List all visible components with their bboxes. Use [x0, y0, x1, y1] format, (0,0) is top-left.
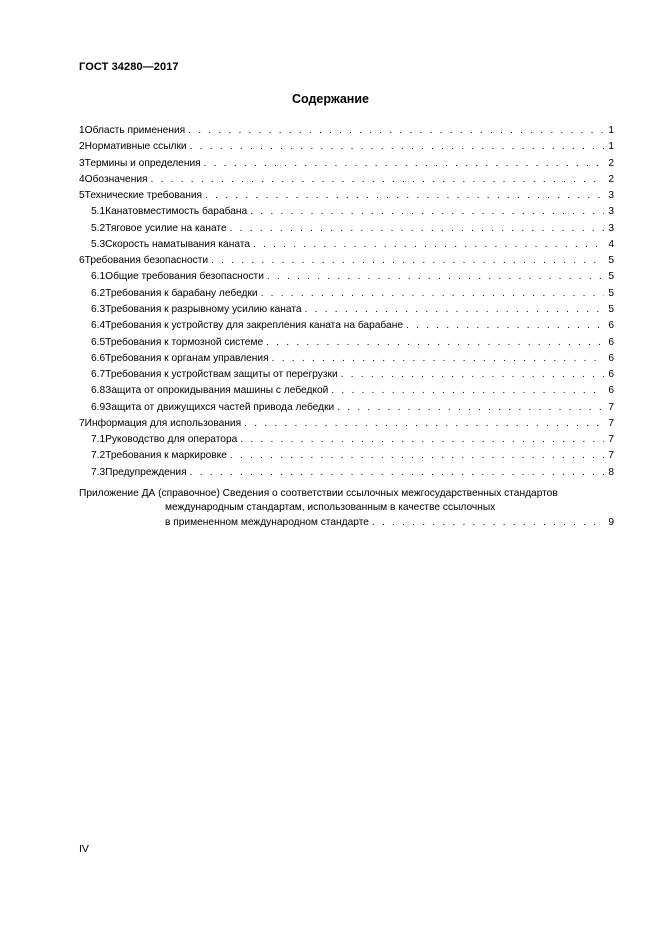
leader-dots — [205, 189, 604, 202]
toc-entry[interactable] — [79, 417, 614, 430]
leader-dots — [230, 449, 604, 462]
toc-number: 7.1 — [91, 434, 106, 446]
leader-dots — [244, 417, 604, 430]
toc-entry[interactable] — [79, 124, 614, 137]
toc-title: Область применения — [84, 125, 186, 136]
toc-page: 5 — [608, 287, 614, 299]
toc-number: 5 — [79, 190, 85, 202]
toc-entry[interactable] — [79, 140, 614, 153]
page-title: Содержание — [291, 92, 369, 106]
toc-title: Предупреждения — [105, 466, 187, 478]
toc-page: 5 — [608, 255, 614, 267]
appendix-entry — [165, 516, 614, 529]
toc-entry[interactable] — [91, 222, 614, 235]
toc-number: 6.5 — [91, 336, 106, 348]
leader-dots — [211, 254, 604, 267]
toc-title: Требования к устройству для закрепления каната на барабане — [105, 320, 403, 332]
toc-title: Требования к тормозной системе — [105, 336, 264, 348]
toc-title: Термины и определения — [84, 157, 201, 169]
toc-title: Нормативные ссылки — [84, 141, 187, 153]
toc-title: Обозначения — [84, 173, 148, 185]
toc-title: Требования к устройствам защиты от перегрузки — [105, 369, 338, 381]
leader-dots — [305, 303, 604, 316]
toc-entry[interactable] — [91, 303, 614, 316]
leader-dots — [188, 124, 604, 137]
toc-entry[interactable] — [91, 433, 614, 446]
toc-title: Защита от опрокидывания машины с лебедкой — [105, 385, 329, 397]
toc-page: 1 — [608, 125, 614, 136]
toc-entry[interactable] — [91, 238, 614, 251]
toc-title: Общие требования безопасности — [105, 271, 264, 283]
toc-page: 6 — [608, 385, 614, 397]
toc-title: Тяговое усилие на канате — [105, 222, 227, 234]
appendix-line-1: Приложение ДА (справочное) Сведения о соответствии ссылочных межгосударственных стандартов — [79, 488, 558, 499]
toc-number: 1 — [79, 125, 85, 136]
document-header: ГОСТ 34280—2017 — [79, 61, 179, 73]
appendix-page: 9 — [608, 517, 614, 528]
toc-entry[interactable] — [91, 466, 614, 479]
leader-dots — [406, 319, 604, 332]
leader-dots — [250, 205, 604, 218]
toc-page: 1 — [608, 141, 614, 153]
leader-dots — [240, 433, 604, 446]
toc-page: 2 — [608, 173, 614, 185]
toc-page: 7 — [608, 417, 614, 429]
leader-dots — [337, 401, 604, 414]
toc-page: 6 — [608, 352, 614, 364]
toc-page: 2 — [608, 157, 614, 169]
toc-entry[interactable] — [91, 384, 614, 397]
toc-page: 7 — [608, 401, 614, 413]
toc-entry[interactable] — [91, 319, 614, 332]
toc-title: Информация для использования — [84, 417, 242, 429]
toc-page: 6 — [608, 369, 614, 381]
toc-number: 3 — [79, 157, 85, 169]
toc-page: 7 — [608, 450, 614, 462]
leader-dots — [267, 270, 604, 283]
toc-title: Требования к органам управления — [105, 352, 269, 364]
leader-dots — [372, 516, 604, 529]
toc-page: 4 — [608, 238, 614, 250]
toc-title: Требования к разрывному усилию каната — [105, 303, 302, 315]
toc-entry[interactable] — [91, 449, 614, 462]
toc-entry[interactable] — [91, 401, 614, 414]
toc-number: 6.7 — [91, 369, 106, 381]
toc-entry[interactable] — [91, 287, 614, 300]
toc-entry[interactable] — [91, 352, 614, 365]
toc-number: 6.1 — [91, 271, 106, 283]
toc-number: 5.3 — [91, 238, 106, 250]
toc-number: 6.8 — [91, 385, 106, 397]
leader-dots — [253, 238, 604, 251]
toc-entry[interactable] — [91, 336, 614, 349]
toc-entry[interactable] — [79, 157, 614, 170]
toc-title: Требования к барабану лебедки — [105, 287, 258, 299]
toc-page: 7 — [608, 434, 614, 446]
toc-number: 6.4 — [91, 320, 106, 332]
toc-title: Руководство для оператора — [105, 434, 238, 446]
toc-title: Защита от движущихся частей привода лебедки — [105, 401, 335, 413]
leader-dots — [151, 173, 604, 186]
toc-page: 3 — [608, 222, 614, 234]
toc-page: 8 — [608, 466, 614, 478]
toc-number: 6.2 — [91, 287, 106, 299]
toc-page: 5 — [608, 271, 614, 283]
toc-entry[interactable] — [79, 189, 614, 202]
page-number: IV — [79, 843, 89, 855]
leader-dots — [190, 466, 604, 479]
toc-page: 3 — [608, 206, 614, 218]
leader-dots — [341, 368, 604, 381]
toc-number: 6.9 — [91, 401, 106, 413]
toc-entry[interactable] — [91, 270, 614, 283]
toc-number: 7.2 — [91, 450, 106, 462]
leader-dots — [190, 140, 604, 153]
toc-page: 6 — [608, 336, 614, 348]
toc-page: 6 — [608, 320, 614, 332]
toc-title: Требования к маркировке — [105, 450, 227, 462]
toc-number: 2 — [79, 141, 85, 153]
appendix-line-2: международным стандартам, использованным в качестве ссылочных — [165, 502, 496, 513]
toc-page: 3 — [608, 190, 614, 202]
toc-entry[interactable] — [79, 254, 614, 267]
toc-entry[interactable] — [91, 205, 614, 218]
leader-dots — [272, 352, 604, 365]
toc-title: Скорость наматывания каната — [105, 238, 250, 250]
leader-dots — [261, 287, 604, 300]
leader-dots — [204, 157, 604, 170]
toc-title: Канатовместимость барабана — [105, 206, 248, 218]
toc-title: Технические требования — [84, 190, 203, 202]
toc-entry[interactable] — [79, 173, 614, 186]
toc-number: 6.3 — [91, 303, 106, 315]
toc-number: 5.1 — [91, 206, 106, 218]
toc-number: 7 — [79, 417, 85, 429]
toc-number: 4 — [79, 173, 85, 185]
leader-dots — [230, 222, 604, 235]
toc-number: 6 — [79, 255, 85, 267]
toc-page: 5 — [608, 303, 614, 315]
toc-number: 6.6 — [91, 352, 106, 364]
toc-title: Требования безопасности — [84, 255, 209, 267]
toc-number: 5.2 — [91, 222, 106, 234]
toc-number: 7.3 — [91, 466, 106, 478]
leader-dots — [331, 384, 604, 397]
toc-entry[interactable] — [91, 368, 614, 381]
appendix-line-3: в примененном международном стандарте — [165, 517, 369, 528]
leader-dots — [266, 336, 604, 349]
